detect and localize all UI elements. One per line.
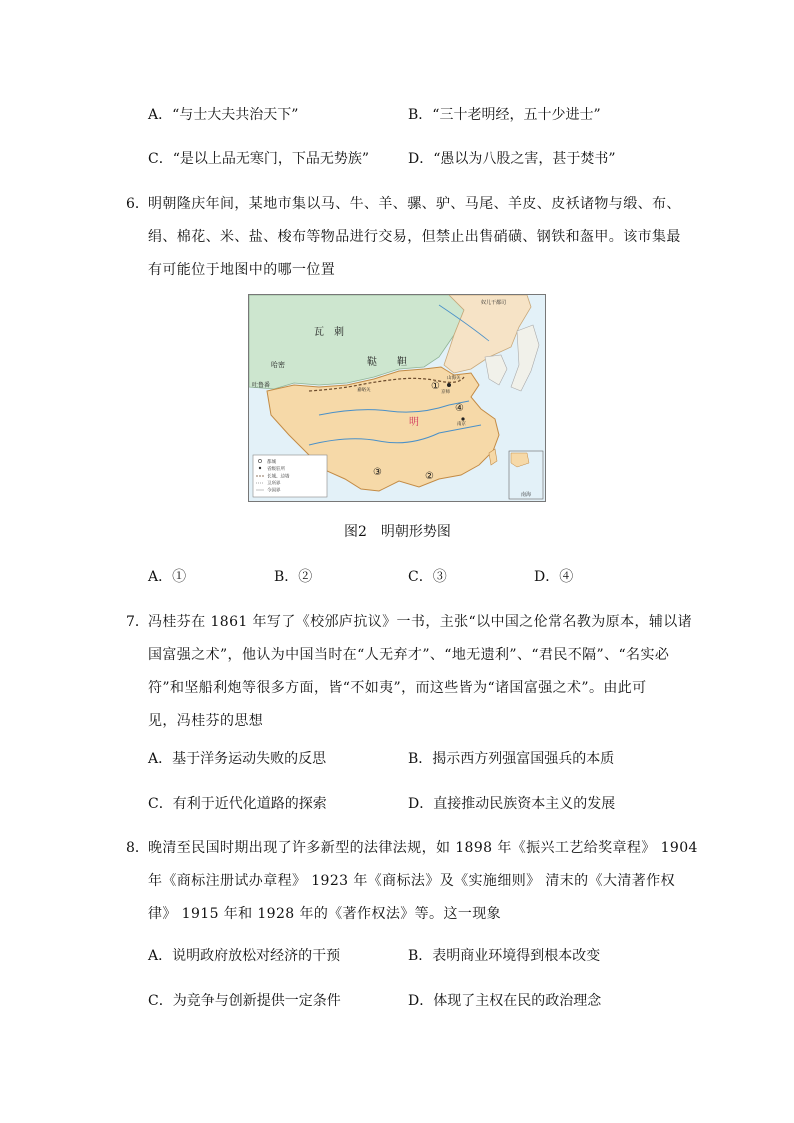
q6-line-3: 有可能位于地图中的哪一位置 — [148, 262, 336, 278]
q7-line-4: 见，冯桂芬的思想 — [148, 713, 264, 729]
option-text: ④ — [559, 569, 574, 585]
q5-option-c — [148, 148, 369, 168]
inset-label: 南海 — [521, 492, 532, 498]
marker-4: ④ — [455, 403, 464, 414]
option-letter: D． — [534, 569, 560, 585]
option-letter: C． — [148, 151, 173, 167]
marker-1: ① — [431, 381, 440, 392]
option-text: “三十老明经，五十少进士” — [432, 107, 601, 123]
label-hami: 哈密 — [271, 361, 285, 369]
q8-option-b — [408, 945, 600, 965]
q5-option-d — [408, 148, 616, 168]
q8-option-d — [408, 990, 601, 1010]
label-beijing: 京师 — [441, 390, 450, 395]
q7-option-c — [148, 793, 327, 813]
q8-line-2: 年《商标注册试办章程》 1923 年《商标法》及《实施细则》 清末的《大清著作权 — [148, 873, 675, 889]
option-letter: B． — [408, 107, 433, 123]
map-legend-box — [253, 455, 327, 497]
map-caption: 图2 明朝形势图 — [344, 524, 451, 540]
q6-option-a — [148, 566, 186, 586]
option-text: 有利于近代化道路的探索 — [172, 796, 327, 812]
label-ming: 明 — [409, 417, 419, 428]
q8-option-c — [148, 990, 341, 1010]
option-text: 体现了主权在民的政治理念 — [433, 993, 602, 1009]
option-text: 揭示西方列强富国强兵的本质 — [432, 751, 615, 767]
legend-boundary: 卫所界 — [267, 481, 281, 487]
map-svg — [249, 295, 545, 501]
label-jiayuguan: 嘉峪关 — [357, 388, 371, 393]
option-letter: A． — [148, 751, 173, 767]
option-letter: A． — [148, 948, 173, 964]
option-text: ① — [172, 569, 187, 585]
option-text: 说明政府放松对经济的干预 — [172, 948, 341, 964]
city-beijing — [447, 383, 451, 387]
option-letter: A． — [148, 569, 173, 585]
label-turpan: 吐鲁番 — [252, 382, 271, 389]
marker-3: ③ — [373, 467, 382, 478]
q7-line-1: 冯桂芬在 1861 年写了《校邠庐抗议》一书，主张“以中国之伦常名教为原本，辅以诸 — [148, 614, 693, 630]
option-letter: C． — [148, 796, 173, 812]
legend-province: 省级驻所 — [267, 467, 285, 472]
ming-dynasty-map — [248, 294, 546, 502]
option-letter: C． — [148, 993, 173, 1009]
option-text: 基于洋务运动失败的反思 — [172, 751, 327, 767]
option-text: ② — [298, 569, 313, 585]
label-shanhaiguan: 山海关 — [447, 376, 461, 381]
option-text: “与士大夫共治天下” — [172, 107, 299, 123]
q6-line-1: 明朝隆庆年间，某地市集以马、牛、羊、骡、驴、马尾、羊皮、皮袄诸物与缎、布、 — [148, 196, 681, 212]
city-nanjing — [461, 417, 464, 420]
marker-2: ② — [425, 471, 434, 482]
q7-line-2: 国富强之术”，他认为中国当时在“人无弃才”、“地无遗利”、“君民不隔”、“名实必 — [148, 647, 670, 663]
option-letter: D． — [408, 151, 434, 167]
q6-number: 6． — [126, 196, 149, 212]
q6-option-c — [408, 566, 447, 586]
option-text: ③ — [432, 569, 447, 585]
q6-option-d — [534, 566, 573, 586]
legend-capital: 都城 — [267, 460, 276, 465]
option-letter: B． — [274, 569, 299, 585]
q7-option-b — [408, 748, 614, 768]
option-letter: B． — [408, 948, 433, 964]
q6-option-b — [274, 566, 312, 586]
label-nanjing: 南京 — [457, 422, 466, 427]
label-tatar: 鞑 靼 — [367, 357, 407, 368]
q8-option-a — [148, 945, 340, 965]
option-text: 表明商业环境得到根本改变 — [432, 948, 601, 964]
q8-line-1: 晚清至民国时期出现了许多新型的法律法规，如 1898 年《振兴工艺给奖章程》 1904 — [148, 840, 698, 856]
q5-option-b — [408, 104, 601, 124]
option-text: “是以上品无寒门，下品无势族” — [172, 151, 370, 167]
q7-number: 7． — [126, 614, 149, 630]
label-nurgan: 奴儿干都司 — [481, 300, 507, 306]
q8-line-3: 律》 1915 年和 1928 年的《著作权法》等。这一现象 — [148, 906, 502, 922]
option-letter: B． — [408, 751, 433, 767]
option-letter: C． — [408, 569, 433, 585]
option-letter: D． — [408, 796, 434, 812]
legend-province-symbol — [259, 467, 261, 469]
option-text: 为竞争与创新提供一定条件 — [172, 993, 341, 1009]
option-letter: A． — [148, 107, 173, 123]
q6-line-2: 绢、棉花、米、盐、梭布等物品进行交易，但禁止出售硝磺、钢铁和盔甲。该市集最 — [148, 229, 681, 245]
legend-wall: 长城、边墙 — [267, 474, 290, 480]
q8-number: 8． — [126, 840, 149, 856]
q7-option-d — [408, 793, 615, 813]
legend-modern-border: 今国界 — [267, 488, 281, 494]
option-text: 直接推动民族资本主义的发展 — [433, 796, 616, 812]
label-wala: 瓦 刺 — [314, 327, 344, 338]
q5-option-a — [148, 104, 298, 124]
q7-option-a — [148, 748, 326, 768]
q7-line-3: 符”和坚船利炮等很多方面，皆“不如夷”，而这些皆为“诸国富强之术”。由此可 — [148, 680, 647, 696]
option-text: “愚以为八股之害，甚于焚书” — [433, 151, 616, 167]
option-letter: D． — [408, 993, 434, 1009]
